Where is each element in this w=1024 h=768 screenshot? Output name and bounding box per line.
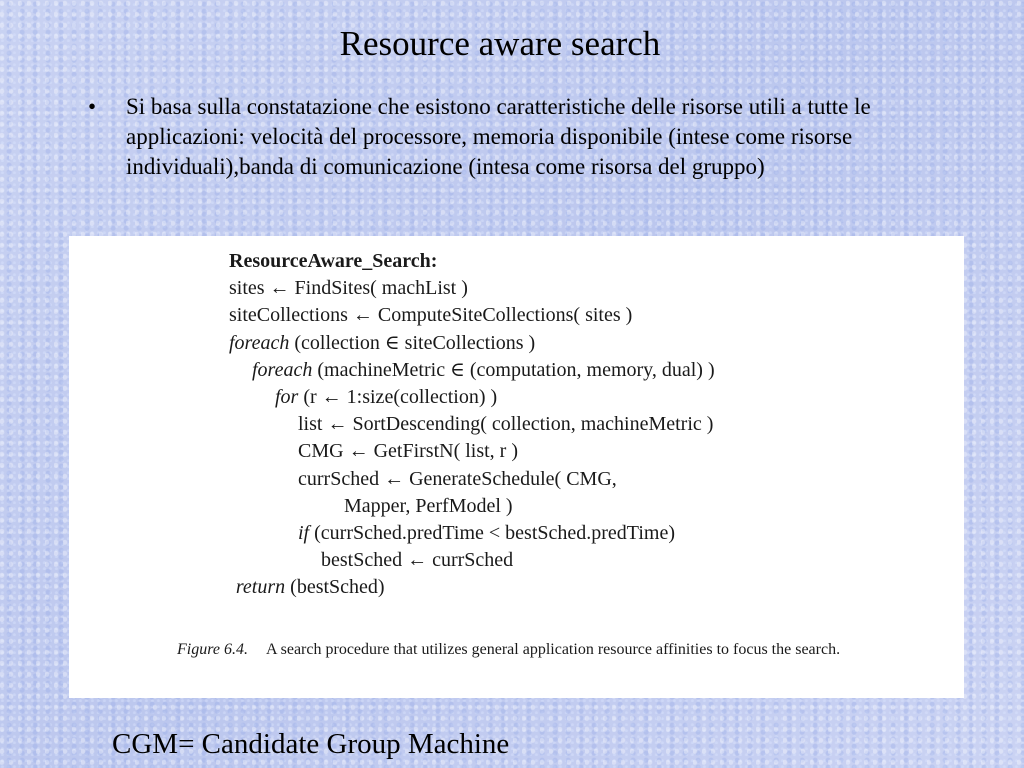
- pseudocode-text: bestSched ← currSched: [321, 549, 514, 572]
- pseudocode-line: [229, 493, 715, 520]
- bullet-item: [88, 92, 928, 182]
- pseudocode-text: CMG ← GetFirstN( list, r ): [298, 440, 518, 463]
- figure-caption: [177, 638, 917, 661]
- pseudocode-text: currSched ← GenerateSchedule( CMG,: [298, 467, 617, 490]
- figure-caption-label: Figure 6.4.: [177, 641, 248, 658]
- pseudocode-line: [229, 411, 715, 438]
- pseudocode-line: [229, 520, 715, 547]
- pseudocode-keyword: foreach: [229, 331, 290, 354]
- pseudocode-text: (currSched.predTime < bestSched.predTime): [309, 521, 675, 544]
- bullet-text: Si basa sulla constatazione che esistono caratteristiche delle risorse utili a tutte le applicazioni: velocità del processore, memoria disponibile (intese come risorse individuali),banda di comunicazione (intesa come risorsa del gruppo): [126, 94, 871, 179]
- figure-caption-text: A search procedure that utilizes general application resource affinities to focus the search.: [265, 641, 841, 658]
- pseudocode-header: [229, 248, 715, 275]
- pseudocode-text: list ← SortDescending( collection, machineMetric ): [298, 413, 714, 436]
- pseudocode-keyword: foreach: [252, 358, 313, 381]
- pseudocode-line: [229, 466, 715, 493]
- pseudocode-keyword: for: [275, 385, 299, 408]
- bullet-marker: •: [88, 94, 97, 119]
- pseudocode-line: [229, 574, 715, 601]
- bullet-list: [88, 92, 928, 182]
- pseudocode-keyword: if: [298, 521, 310, 544]
- pseudocode-text: Mapper, PerfModel ): [344, 494, 513, 517]
- pseudocode-line: [229, 357, 715, 384]
- pseudocode-text: (machineMetric ∈ (computation, memory, dual) ): [312, 358, 715, 381]
- pseudocode-text: ResourceAware_Search:: [229, 250, 438, 272]
- slide-title: Resource aware search: [339, 24, 661, 63]
- footnote: CGM= Candidate Group Machine: [112, 728, 510, 760]
- pseudocode-text: (bestSched): [285, 576, 385, 599]
- pseudocode-line: [229, 547, 715, 574]
- pseudocode-keyword: return: [235, 576, 286, 599]
- pseudocode-block: [229, 248, 715, 601]
- pseudocode-text: siteCollections ← ComputeSiteCollections( sites ): [229, 304, 633, 327]
- pseudocode-line: [229, 330, 715, 357]
- pseudocode-line: [229, 275, 715, 302]
- pseudocode-line: [229, 438, 715, 465]
- pseudocode-line: [229, 302, 715, 329]
- algorithm-figure: [69, 236, 964, 698]
- pseudocode-text: (r ← 1:size(collection) ): [298, 385, 498, 408]
- pseudocode-text: (collection ∈ siteCollections ): [289, 331, 536, 354]
- pseudocode-text: sites ← FindSites( machList ): [229, 277, 468, 300]
- pseudocode-line: [229, 384, 715, 411]
